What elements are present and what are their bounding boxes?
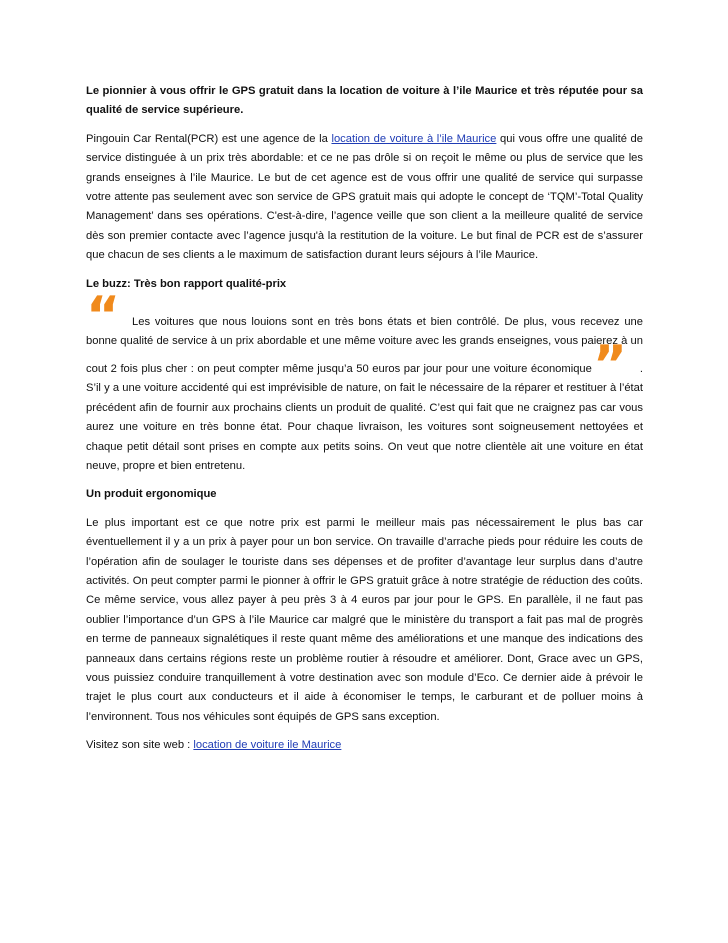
visit-label: Visitez son site web :: [86, 739, 194, 752]
paragraph-buzz-text-end: . S’il y a une voiture accidenté qui est imprévisible de nature, on fait le nécessaire de la réparer et restituer à l’état précédent afin de fournir aux prochains clients un produit de qualité. C’est qui fait que ne craignez pas car vous aurez une voiture en très bonne état. Pour chaque livraison, les voitures sont soigneusement nettoyées et chaque petit détail sont prises en compte aux petits soins. On veut que notre clientèle ait une voiture en état neuve, propre et bien entretenu.: [86, 362, 643, 472]
paragraph-agency: [86, 130, 643, 266]
site-web-link[interactable]: location de voiture ile Maurice: [193, 739, 342, 752]
paragraph-agency-text-end: qui vous offre une qualité de service distinguée à un prix très abordable: et ce ne pas drôle si on reçoit le même ou plus de service que les grands enseignes à l’ile Maurice. Le but de cet agence est de vous offrir une qualité de service qui surpasse votre attente pas seulement avec son service de GPS gratuit mais qui adopte le concept de ‘TQM’-Total Quality Management’ dans ses opérations. C'est-à-dire, l’agence veille que son client a la meilleure qualité de service dès son premier contacte avec l’agence jusqu'à la restitution de la voiture. Le but final de PCR est de s’assurer que chacun de ses clients a le maximum de satisfaction durant leurs séjours à l’ile Maurice.: [86, 132, 643, 262]
paragraph-visit: [86, 736, 643, 755]
buzz-heading: Le buzz: Très bon rapport qualité-prix: [86, 277, 287, 290]
document-page: [86, 82, 643, 765]
paragraph-agency-text-start: Pingouin Car Rental(PCR) est une agence de la: [86, 132, 332, 145]
location-voiture-link[interactable]: location de voiture à l’ile Maurice: [331, 132, 497, 145]
closing-quote-icon: ”: [592, 334, 628, 395]
intro-heading: Le pionnier à vous offrir le GPS gratuit dans la location de voiture à l’ile Maurice et très réputée pour sa qualité de service supérieure.: [86, 85, 643, 117]
paragraph-buzz: [86, 286, 643, 476]
product-heading: Un produit ergonomique: [86, 488, 217, 501]
paragraph-buzz-text-start: Les voitures que nous louions sont en très bons états et bien contrôlé. De plus, vous recevez une bonne qualité de service à un prix abordable et une même voiture avec les grands enseignes, vous paierez à un cout 2 fois plus cher : on peut compter même jusqu’a 50 euros par jour pour une voiture économique: [86, 316, 643, 375]
opening-quote-icon: “: [86, 286, 121, 347]
paragraph-product: Le plus important est ce que notre prix est parmi le meilleur mais pas nécessairement le plus bas car éventuellement il y a un prix à payer pour un bon service. On travaille d’arrache pieds pour réduire les couts de l’opération afin de soulager le touriste dans ses dépenses et de profiter d’avantage leur surplus dans d’autre activités. On peut compter parmi le pionner à offrir le GPS gratuit grâce à notre stratégie de réduction des coûts. Ce même service, vous allez payer à peu près 3 à 4 euros par jour pour le GPS. En parallèle, il ne faut pas oublier l’importance d’un GPS à l’ile Maurice car malgré que le ministère du transport a fait pas mal de progrès en terme de panneaux signalétiques il reste quant même des améliorations et une manque des indications des panneaux dans certains régions reste un problème routier à résoudre et améliorer. Dont, Grace avec un GPS, vous puissiez conduire tranquillement à votre destination avec son module d’Eco. Ce dernier aide à prévoir le trajet le plus court aux conducteurs et il aide à économiser le temps, le carburant et de polluer moins à l’environnent. Tous nos véhicules sont équipés de GPS sans exception.: [86, 516, 643, 723]
